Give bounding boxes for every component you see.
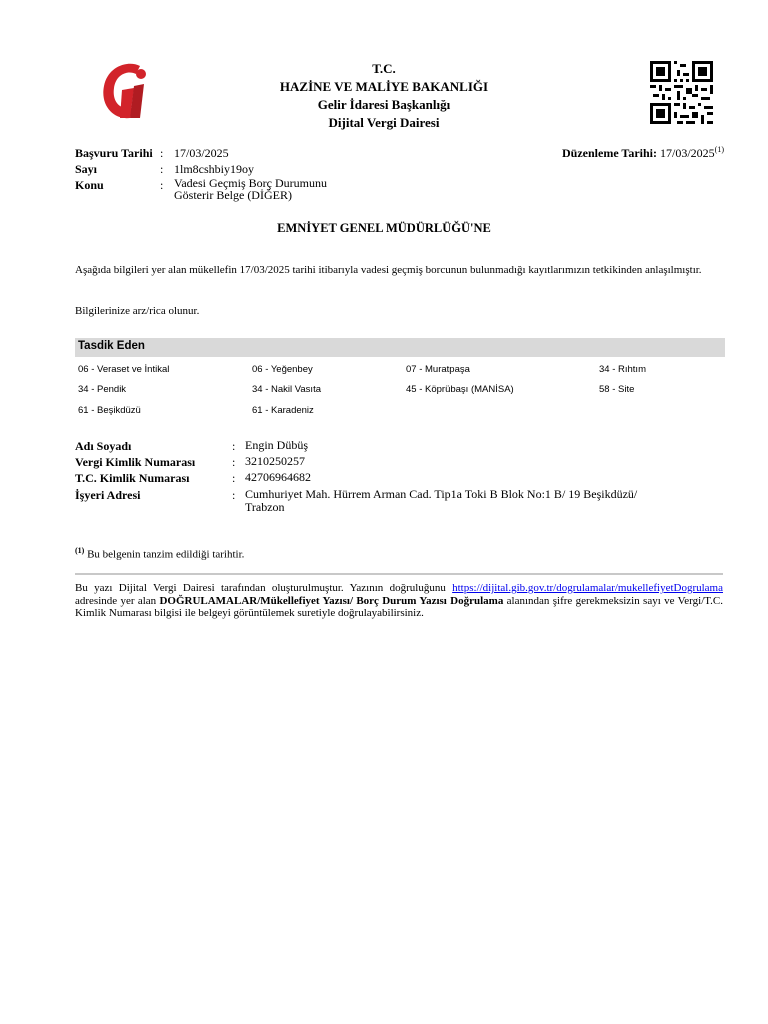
footnote-text: Bu belgenin tanzim edildiği tarihtir. <box>84 548 245 561</box>
sayi-label: Sayı <box>75 162 98 176</box>
office-item: 61 - Beşikdüzü <box>78 405 141 416</box>
tckn-separator: : <box>232 471 236 485</box>
verify-part1: Bu yazı Dijital Vergi Dairesi tarafından oluşturulmuştur. Yazının doğruluğunu <box>75 582 453 594</box>
header-directorate: Gelir İdaresi Başkanlığı <box>317 97 451 112</box>
duzenleme-tarihi <box>562 145 724 161</box>
duzenleme-value: 17/03/2025 <box>660 146 715 160</box>
footnote <box>75 546 244 561</box>
basvuru-separator: : <box>160 146 164 160</box>
divider <box>75 573 723 575</box>
name-separator: : <box>232 439 236 453</box>
tckn-label: T.C. Kimlik Numarası <box>75 471 190 485</box>
office-item: 07 - Muratpaşa <box>406 364 470 375</box>
verify-part2: adresinde yer alan <box>75 594 160 607</box>
office-item: 34 - Pendik <box>78 384 127 395</box>
tasdik-header: Tasdik Eden <box>78 340 145 352</box>
office-item: 06 - Veraset ve İntikal <box>78 364 170 375</box>
qr-code <box>650 61 713 124</box>
verification-link[interactable]: https://dijital.gib.gov.tr/dogrulamalar/mukellefiyetDogrulama <box>452 582 723 594</box>
sayi-separator: : <box>160 162 164 176</box>
vkn-label: Vergi Kimlik Numarası <box>75 455 196 469</box>
body-paragraph: Aşağıda bilgileri yer alan mükellefin 17/03/2025 tarihi itibarıyla vadesi geçmiş borcunun bulunmadığı kayıtlarımızın tetkikinden anlaşılmıştır. <box>75 264 702 276</box>
basvuru-label: Başvuru Tarihi <box>75 146 153 160</box>
taxpayer-info <box>0 438 768 518</box>
vkn-value: 3210250257 <box>245 454 305 468</box>
footnote-marker: (1) <box>75 546 85 555</box>
vkn-separator: : <box>232 455 236 469</box>
sayi-value: 1lm8cshbiy19oy <box>174 162 254 176</box>
office-item: 45 - Köprübaşı (MANİSA) <box>406 384 514 395</box>
basvuru-value: 17/03/2025 <box>174 146 229 160</box>
name-label: Adı Soyadı <box>75 439 132 453</box>
office-item: 58 - Site <box>599 384 635 395</box>
verify-part3: alanından şifre gerekmeksizin sayı ve Vergi/T.C. Kimlik Numarası bilgisi ile belgeyi görüntülemek suretiyle doğrulayabilirsiniz. <box>75 594 723 619</box>
address-label: İşyeri Adresi <box>75 488 141 502</box>
body-closing: Bilgilerinize arz/rica olunur. <box>75 305 200 317</box>
konu-value: Vadesi Geçmiş Borç Durumunu Gösterir Belge (DİĞER) <box>174 176 327 202</box>
office-item: 06 - Yeğenbey <box>252 364 313 375</box>
office-item: 34 - Rıhtım <box>599 364 646 375</box>
verify-bold-path: DOĞRULAMALAR/Mükellefiyet Yazısı/ Borç Durum Yazısı Doğrulama <box>159 594 504 607</box>
header-tc: T.C. <box>372 61 396 76</box>
duzenleme-footnote-ref: (1) <box>714 145 724 154</box>
address-value: Cumhuriyet Mah. Hürrem Arman Cad. Tip1a Toki B Blok No:1 B/ 19 Beşikdüzü/ Trabzon <box>245 487 638 514</box>
office-item: 61 - Karadeniz <box>252 405 314 416</box>
recipient-title: EMNİYET GENEL MÜDÜRLÜĞÜ'NE <box>277 221 491 235</box>
tckn-value: 42706964682 <box>245 470 311 484</box>
office-item: 34 - Nakil Vasıta <box>252 384 321 395</box>
konu-label: Konu <box>75 178 104 192</box>
tasdik-header-bar <box>75 338 725 357</box>
konu-separator: : <box>160 178 164 192</box>
name-value: Engin Dübüş <box>245 438 308 452</box>
address-separator: : <box>232 488 236 502</box>
header-office: Dijital Vergi Dairesi <box>328 115 440 130</box>
duzenleme-label: Düzenleme Tarihi: <box>562 146 657 160</box>
header-ministry: HAZİNE VE MALİYE BAKANLIĞI <box>279 79 489 94</box>
verification-text <box>75 582 723 620</box>
